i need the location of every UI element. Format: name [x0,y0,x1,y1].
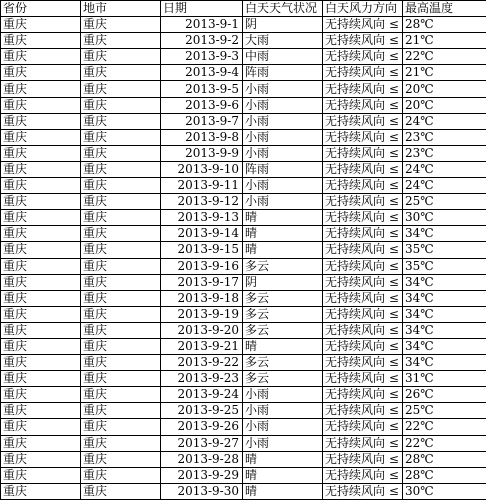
cell-weather[interactable]: 多云 [243,355,323,371]
cell-city[interactable]: 重庆 [81,161,161,177]
table-row [1,161,486,177]
cell-wind[interactable]: 无持续风向 ≤ [323,17,403,33]
cell-city[interactable]: 重庆 [81,17,161,33]
cell-city[interactable]: 重庆 [81,81,161,97]
cell-wind[interactable]: 无持续风向 ≤ [323,387,403,403]
cell-wind[interactable]: 无持续风向 ≤ [323,290,403,306]
table-row [1,49,486,65]
cell-province[interactable]: 重庆 [1,145,81,161]
cell-province[interactable]: 重庆 [1,306,81,322]
cell-city[interactable]: 重庆 [81,338,161,354]
cell-date[interactable]: 2013-9-14 [161,226,243,242]
cell-city[interactable]: 重庆 [81,322,161,338]
table-row [1,355,486,371]
cell-max-temp[interactable]: 34℃ [403,290,486,306]
cell-date[interactable]: 2013-9-6 [161,97,243,113]
cell-max-temp[interactable]: 22℃ [403,49,486,65]
cell-city[interactable]: 重庆 [81,129,161,145]
cell-city[interactable]: 重庆 [81,226,161,242]
cell-province[interactable]: 重庆 [1,33,81,49]
cell-date[interactable]: 2013-9-13 [161,210,243,226]
cell-wind[interactable]: 无持续风向 ≤ [323,322,403,338]
cell-weather[interactable]: 晴 [243,338,323,354]
cell-city[interactable]: 重庆 [81,113,161,129]
cell-province[interactable]: 重庆 [1,65,81,81]
cell-date[interactable]: 2013-9-2 [161,33,243,49]
cell-city[interactable]: 重庆 [81,178,161,194]
cell-weather[interactable]: 小雨 [243,435,323,451]
cell-wind[interactable]: 无持续风向 ≤ [323,129,403,145]
cell-province[interactable]: 重庆 [1,113,81,129]
cell-city[interactable]: 重庆 [81,290,161,306]
cell-max-temp[interactable]: 20℃ [403,81,486,97]
cell-province[interactable]: 重庆 [1,210,81,226]
cell-max-temp[interactable]: 28℃ [403,451,486,467]
cell-weather[interactable]: 多云 [243,290,323,306]
table-row [1,483,486,499]
cell-province[interactable]: 重庆 [1,451,81,467]
table-row [1,145,486,161]
cell-max-temp[interactable]: 34℃ [403,274,486,290]
cell-province[interactable]: 重庆 [1,226,81,242]
cell-max-temp[interactable]: 30℃ [403,483,486,499]
cell-max-temp[interactable]: 22℃ [403,419,486,435]
cell-date[interactable]: 2013-9-17 [161,274,243,290]
cell-city[interactable]: 重庆 [81,49,161,65]
cell-weather[interactable]: 小雨 [243,81,323,97]
cell-weather[interactable]: 小雨 [243,387,323,403]
table-row [1,17,486,33]
cell-city[interactable]: 重庆 [81,419,161,435]
cell-city[interactable]: 重庆 [81,65,161,81]
cell-date[interactable]: 2013-9-18 [161,290,243,306]
cell-weather[interactable]: 阴 [243,274,323,290]
cell-date[interactable]: 2013-9-7 [161,113,243,129]
cell-wind[interactable]: 无持续风向 ≤ [323,403,403,419]
cell-province[interactable]: 重庆 [1,419,81,435]
cell-city[interactable]: 重庆 [81,33,161,49]
cell-province[interactable]: 重庆 [1,258,81,274]
cell-max-temp[interactable]: 31℃ [403,371,486,387]
cell-wind[interactable]: 无持续风向 ≤ [323,113,403,129]
cell-city[interactable]: 重庆 [81,145,161,161]
cell-date[interactable]: 2013-9-28 [161,451,243,467]
table-row [1,338,486,354]
table-row [1,210,486,226]
cell-weather[interactable]: 晴 [243,242,323,258]
cell-date[interactable]: 2013-9-22 [161,355,243,371]
cell-wind[interactable]: 无持续风向 ≤ [323,467,403,483]
cell-wind[interactable]: 无持续风向 ≤ [323,81,403,97]
cell-wind[interactable]: 无持续风向 ≤ [323,145,403,161]
cell-wind[interactable]: 无持续风向 ≤ [323,178,403,194]
cell-max-temp[interactable]: 35℃ [403,258,486,274]
cell-date[interactable]: 2013-9-1 [161,17,243,33]
cell-weather[interactable]: 多云 [243,371,323,387]
cell-date[interactable]: 2013-9-3 [161,49,243,65]
table-row [1,290,486,306]
cell-wind[interactable]: 无持续风向 ≤ [323,161,403,177]
cell-weather[interactable]: 阵雨 [243,161,323,177]
cell-date[interactable]: 2013-9-26 [161,419,243,435]
table-row [1,274,486,290]
cell-weather[interactable]: 小雨 [243,145,323,161]
cell-wind[interactable]: 无持续风向 ≤ [323,338,403,354]
cell-province[interactable]: 重庆 [1,435,81,451]
cell-max-temp[interactable]: 28℃ [403,467,486,483]
cell-weather[interactable]: 小雨 [243,97,323,113]
cell-wind[interactable]: 无持续风向 ≤ [323,194,403,210]
header-city[interactable]: 地市 [81,1,161,17]
cell-date[interactable]: 2013-9-21 [161,338,243,354]
table-row [1,451,486,467]
cell-weather[interactable]: 小雨 [243,419,323,435]
cell-max-temp[interactable]: 23℃ [403,145,486,161]
header-max-temp[interactable]: 最高温度 [403,1,486,17]
cell-wind[interactable]: 无持续风向 ≤ [323,210,403,226]
cell-max-temp[interactable]: 34℃ [403,338,486,354]
header-date[interactable]: 日期 [161,1,243,17]
cell-wind[interactable]: 无持续风向 ≤ [323,97,403,113]
table-row [1,322,486,338]
cell-wind[interactable]: 无持续风向 ≤ [323,242,403,258]
cell-weather[interactable]: 小雨 [243,403,323,419]
table-row [1,33,486,49]
cell-province[interactable]: 重庆 [1,387,81,403]
cell-date[interactable]: 2013-9-9 [161,145,243,161]
cell-date[interactable]: 2013-9-30 [161,483,243,499]
cell-max-temp[interactable]: 22℃ [403,435,486,451]
cell-max-temp[interactable]: 24℃ [403,178,486,194]
cell-date[interactable]: 2013-9-8 [161,129,243,145]
cell-date[interactable]: 2013-9-24 [161,387,243,403]
cell-wind[interactable]: 无持续风向 ≤ [323,451,403,467]
header-row [1,1,486,17]
cell-date[interactable]: 2013-9-16 [161,258,243,274]
cell-wind[interactable]: 无持续风向 ≤ [323,355,403,371]
table-row [1,371,486,387]
table-row [1,194,486,210]
table-row [1,65,486,81]
cell-max-temp[interactable]: 34℃ [403,306,486,322]
table-row [1,435,486,451]
cell-weather[interactable]: 晴 [243,226,323,242]
cell-weather[interactable]: 小雨 [243,129,323,145]
cell-city[interactable]: 重庆 [81,97,161,113]
cell-max-temp[interactable]: 24℃ [403,161,486,177]
cell-province[interactable]: 重庆 [1,129,81,145]
cell-wind[interactable]: 无持续风向 ≤ [323,306,403,322]
header-province[interactable]: 省份 [1,1,81,17]
cell-weather[interactable]: 阵雨 [243,65,323,81]
cell-date[interactable]: 2013-9-25 [161,403,243,419]
cell-province[interactable]: 重庆 [1,322,81,338]
cell-wind[interactable]: 无持续风向 ≤ [323,371,403,387]
cell-province[interactable]: 重庆 [1,290,81,306]
cell-wind[interactable]: 无持续风向 ≤ [323,483,403,499]
cell-max-temp[interactable]: 34℃ [403,226,486,242]
cell-province[interactable]: 重庆 [1,483,81,499]
table-row [1,97,486,113]
table-row [1,387,486,403]
cell-city[interactable]: 重庆 [81,435,161,451]
cell-weather[interactable]: 大雨 [243,33,323,49]
cell-date[interactable]: 2013-9-27 [161,435,243,451]
cell-province[interactable]: 重庆 [1,17,81,33]
cell-wind[interactable]: 无持续风向 ≤ [323,65,403,81]
cell-date[interactable]: 2013-9-5 [161,81,243,97]
cell-wind[interactable]: 无持续风向 ≤ [323,49,403,65]
cell-max-temp[interactable]: 25℃ [403,194,486,210]
cell-date[interactable]: 2013-9-29 [161,467,243,483]
table-row [1,81,486,97]
cell-max-temp[interactable]: 34℃ [403,355,486,371]
cell-wind[interactable]: 无持续风向 ≤ [323,274,403,290]
cell-max-temp[interactable]: 20℃ [403,97,486,113]
cell-province[interactable]: 重庆 [1,274,81,290]
cell-city[interactable]: 重庆 [81,387,161,403]
cell-weather[interactable]: 多云 [243,306,323,322]
cell-weather[interactable]: 多云 [243,322,323,338]
cell-max-temp[interactable]: 23℃ [403,129,486,145]
table-row [1,306,486,322]
cell-province[interactable]: 重庆 [1,355,81,371]
cell-city[interactable]: 重庆 [81,467,161,483]
cell-weather[interactable]: 晴 [243,451,323,467]
cell-max-temp[interactable]: 30℃ [403,210,486,226]
cell-province[interactable]: 重庆 [1,467,81,483]
cell-date[interactable]: 2013-9-4 [161,65,243,81]
cell-city[interactable]: 重庆 [81,403,161,419]
cell-province[interactable]: 重庆 [1,161,81,177]
table-row [1,467,486,483]
cell-city[interactable]: 重庆 [81,210,161,226]
cell-weather[interactable]: 阴 [243,17,323,33]
cell-province[interactable]: 重庆 [1,338,81,354]
cell-date[interactable]: 2013-9-12 [161,194,243,210]
cell-max-temp[interactable]: 21℃ [403,33,486,49]
table-row [1,258,486,274]
cell-province[interactable]: 重庆 [1,403,81,419]
cell-weather[interactable]: 中雨 [243,49,323,65]
table-row [1,242,486,258]
cell-city[interactable]: 重庆 [81,451,161,467]
table-row [1,113,486,129]
cell-city[interactable]: 重庆 [81,371,161,387]
cell-city[interactable]: 重庆 [81,274,161,290]
cell-city[interactable]: 重庆 [81,242,161,258]
cell-max-temp[interactable]: 28℃ [403,17,486,33]
cell-weather[interactable]: 小雨 [243,178,323,194]
cell-weather[interactable]: 晴 [243,467,323,483]
cell-max-temp[interactable]: 26℃ [403,387,486,403]
cell-city[interactable]: 重庆 [81,355,161,371]
cell-wind[interactable]: 无持续风向 ≤ [323,419,403,435]
cell-weather[interactable]: 晴 [243,210,323,226]
cell-date[interactable]: 2013-9-15 [161,242,243,258]
table-row [1,226,486,242]
cell-max-temp[interactable]: 34℃ [403,322,486,338]
cell-max-temp[interactable]: 35℃ [403,242,486,258]
table-row [1,178,486,194]
cell-wind[interactable]: 无持续风向 ≤ [323,226,403,242]
table-row [1,403,486,419]
cell-weather[interactable]: 多云 [243,258,323,274]
cell-province[interactable]: 重庆 [1,81,81,97]
table-row [1,129,486,145]
cell-province[interactable]: 重庆 [1,242,81,258]
header-wind[interactable]: 白天风力方向 [323,1,403,17]
cell-wind[interactable]: 无持续风向 ≤ [323,33,403,49]
cell-city[interactable]: 重庆 [81,306,161,322]
cell-province[interactable]: 重庆 [1,178,81,194]
cell-date[interactable]: 2013-9-10 [161,161,243,177]
cell-wind[interactable]: 无持续风向 ≤ [323,435,403,451]
cell-city[interactable]: 重庆 [81,194,161,210]
cell-weather[interactable]: 晴 [243,483,323,499]
header-weather[interactable]: 白天天气状况 [243,1,323,17]
cell-city[interactable]: 重庆 [81,258,161,274]
cell-weather[interactable]: 小雨 [243,113,323,129]
cell-date[interactable]: 2013-9-11 [161,178,243,194]
cell-max-temp[interactable]: 24℃ [403,113,486,129]
cell-weather[interactable]: 小雨 [243,194,323,210]
cell-province[interactable]: 重庆 [1,97,81,113]
cell-city[interactable]: 重庆 [81,483,161,499]
table-row [1,419,486,435]
cell-date[interactable]: 2013-9-20 [161,322,243,338]
cell-max-temp[interactable]: 21℃ [403,65,486,81]
cell-date[interactable]: 2013-9-19 [161,306,243,322]
cell-wind[interactable]: 无持续风向 ≤ [323,258,403,274]
cell-province[interactable]: 重庆 [1,194,81,210]
cell-province[interactable]: 重庆 [1,49,81,65]
cell-province[interactable]: 重庆 [1,371,81,387]
cell-max-temp[interactable]: 25℃ [403,403,486,419]
cell-date[interactable]: 2013-9-23 [161,371,243,387]
